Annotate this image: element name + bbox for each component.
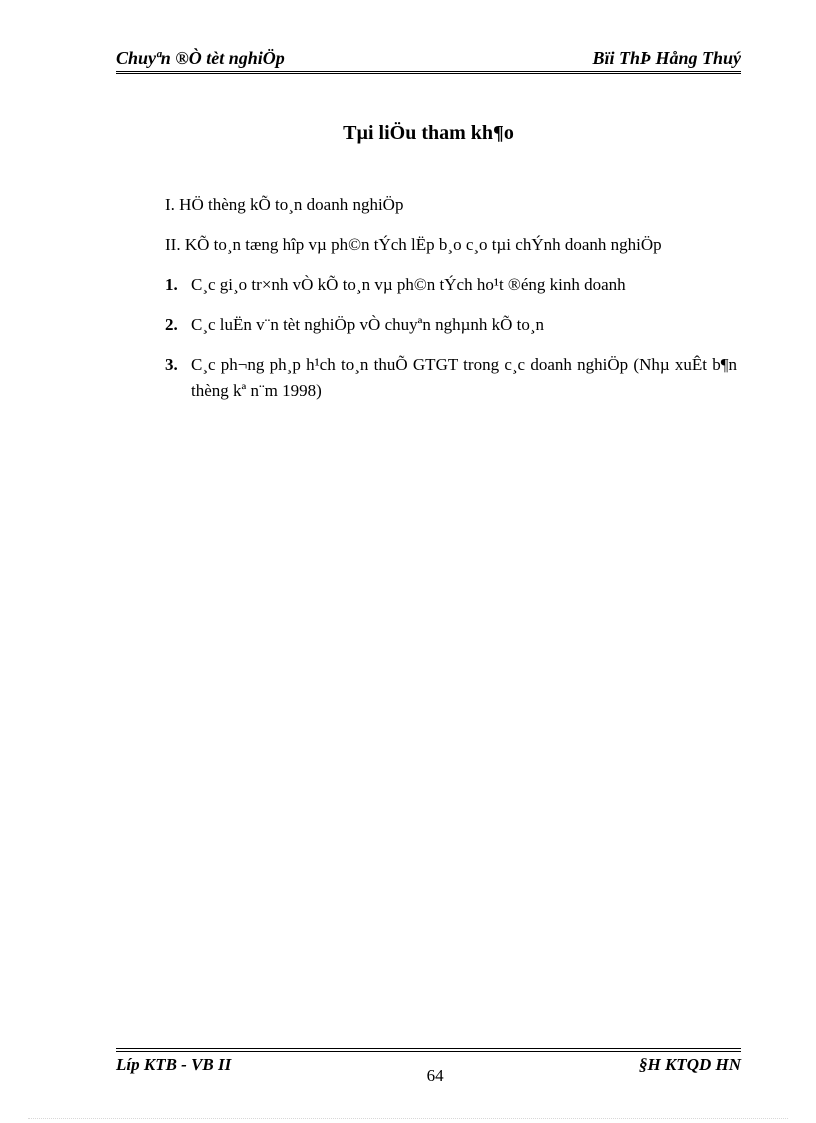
page-number: 64 (426, 1066, 444, 1085)
reference-item-1: I. HÖ thèng kÕ to¸n doanh nghiÖp (165, 195, 404, 214)
footer-left-text: Líp KTB - VB II (116, 1055, 232, 1074)
item-text: C¸c ph¬ng ph¸p h¹ch to¸n thuÕ GTGT trong c¸c doanh nghiÖp (Nhµ xuÊt b¶n thèng kª n¨m 1998) (191, 355, 737, 400)
header-left-text: Chuyªn ®Ò tèt nghiÖp (116, 48, 285, 68)
reference-item-4 (165, 312, 737, 338)
footer-rule (116, 1048, 741, 1052)
page-bottom-divider (28, 1118, 788, 1119)
item-text: C¸c gi¸o tr×nh vÒ kÕ to¸n vµ ph©n tÝch ho¹t ®éng kinh doanh (191, 275, 626, 294)
reference-item-3 (165, 272, 737, 298)
item-number: 2. (165, 315, 178, 334)
page-title: Tµi liÖu tham kh¶o (343, 122, 514, 144)
references-list (165, 192, 737, 418)
page-footer (116, 1055, 741, 1086)
item-text: C¸c luËn v¨n tèt nghiÖp vÒ chuyªn nghµnh kÕ to¸n (191, 315, 545, 334)
header-right-text: Bïi ThÞ Hång Thuý (592, 48, 741, 68)
item-number: 1. (165, 275, 178, 294)
header-rule (116, 71, 741, 74)
footer-right-text: §H KTQD HN (639, 1055, 741, 1074)
item-number: 3. (165, 355, 178, 374)
reference-item-5 (165, 352, 737, 404)
reference-item-2: II. KÕ to¸n tæng hîp vµ ph©n tÝch lËp b¸o c¸o tµi chÝnh doanh nghiÖp (165, 235, 662, 254)
page-header (116, 48, 741, 69)
